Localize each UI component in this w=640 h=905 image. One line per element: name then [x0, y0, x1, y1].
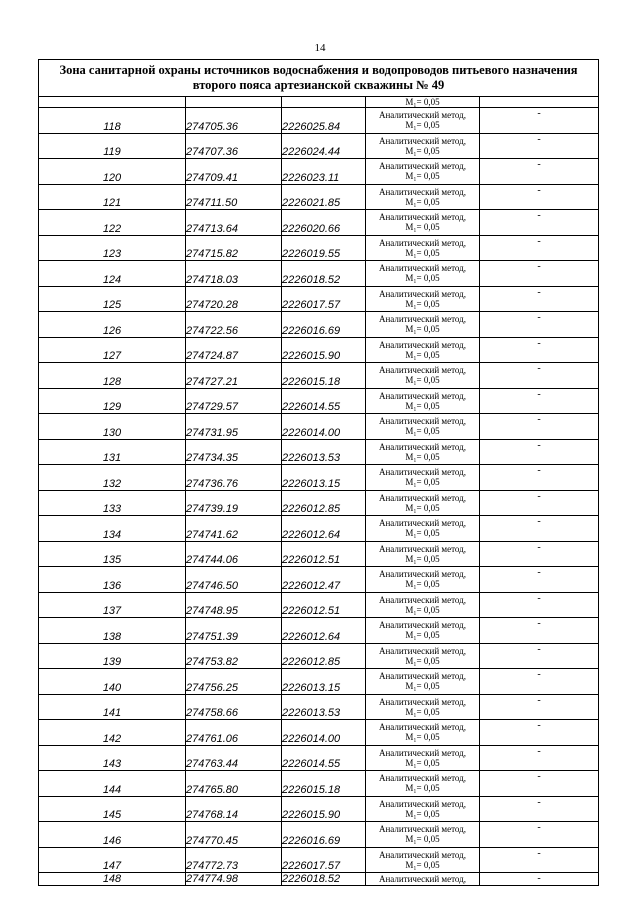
table-row: [39, 439, 599, 465]
point-number-cell: 130: [39, 414, 186, 440]
method-value: M₁= 0,05: [405, 604, 440, 615]
method-cell: [366, 337, 480, 363]
y-coordinate-cell: 2226015.90: [282, 337, 366, 363]
x-coordinate-cell: 274774.98: [186, 873, 282, 886]
method-value: M₁= 0,05: [405, 757, 440, 768]
y-coordinate-cell: 2226012.64: [282, 516, 366, 542]
method-label: Аналитический метод,: [378, 161, 467, 172]
y-coordinate-cell: 2226017.57: [282, 847, 366, 873]
point-number-cell: 129: [39, 388, 186, 414]
x-coordinate-cell: 274734.35: [186, 439, 282, 465]
method-label: Аналитический метод,: [378, 722, 467, 733]
table-cell: [186, 97, 282, 108]
table-row: [39, 184, 599, 210]
point-number-cell: 143: [39, 745, 186, 771]
x-coordinate-cell: 274736.76: [186, 465, 282, 491]
table-row: [39, 210, 599, 236]
table-cell: [39, 97, 186, 108]
method-value: M₁= 0,05: [405, 859, 440, 870]
y-coordinate-cell: 2226013.15: [282, 465, 366, 491]
x-coordinate-cell: 274758.66: [186, 694, 282, 720]
x-coordinate-cell: 274756.25: [186, 669, 282, 695]
y-coordinate-cell: 2226012.51: [282, 541, 366, 567]
x-coordinate-cell: 274741.62: [186, 516, 282, 542]
y-coordinate-cell: 2226012.85: [282, 643, 366, 669]
method-value: M₁= 0,05: [405, 681, 440, 692]
method-value: M₁= 0,05: [405, 349, 440, 360]
method-cell: [366, 669, 480, 695]
title-row: [39, 60, 599, 97]
x-coordinate-cell: 274724.87: [186, 337, 282, 363]
method-cell: [366, 771, 480, 797]
method-cell: [366, 541, 480, 567]
method-cell: [366, 108, 480, 134]
y-coordinate-cell: 2226012.47: [282, 567, 366, 593]
method-cell: [366, 822, 480, 848]
point-number-cell: 133: [39, 490, 186, 516]
method-cell: [366, 847, 480, 873]
note-cell: -: [480, 567, 599, 593]
note-cell: -: [480, 133, 599, 159]
method-cell: [366, 388, 480, 414]
x-coordinate-cell: 274727.21: [186, 363, 282, 389]
table-title-line1: Зона санитарной охраны источников водоснабжения и водопроводов питьевого назначения: [59, 63, 578, 77]
y-coordinate-cell: 2226012.64: [282, 618, 366, 644]
method-cell: [366, 643, 480, 669]
point-number-cell: 146: [39, 822, 186, 848]
y-coordinate-cell: 2226014.55: [282, 745, 366, 771]
point-number-cell: 122: [39, 210, 186, 236]
table-row: [39, 745, 599, 771]
note-cell: -: [480, 439, 599, 465]
point-number-cell: 118: [39, 108, 186, 134]
table-row: [39, 159, 599, 185]
method-value: M₁= 0,05: [405, 528, 440, 539]
method-label: Аналитический метод,: [378, 696, 467, 707]
y-coordinate-cell: 2226013.53: [282, 694, 366, 720]
note-cell: -: [480, 643, 599, 669]
method-label: Аналитический метод,: [378, 824, 467, 835]
table-row: [39, 822, 599, 848]
note-cell: -: [480, 873, 599, 886]
method-label: Аналитический метод,: [378, 135, 467, 146]
point-number-cell: 125: [39, 286, 186, 312]
method-value: M₁= 0,05: [405, 298, 440, 309]
x-coordinate-cell: 274763.44: [186, 745, 282, 771]
method-label: Аналитический метод,: [378, 518, 467, 529]
method-value: M₁= 0,05: [405, 808, 440, 819]
table-row: [39, 541, 599, 567]
note-cell: -: [480, 745, 599, 771]
method-value: M₁= 0,05: [405, 579, 440, 590]
note-cell: -: [480, 669, 599, 695]
point-number-cell: 141: [39, 694, 186, 720]
method-label: Аналитический метод,: [378, 467, 467, 478]
method-value: M₁= 0,05: [405, 196, 440, 207]
note-cell: -: [480, 286, 599, 312]
method-cell: [366, 184, 480, 210]
method-cell: [366, 796, 480, 822]
x-coordinate-cell: 274753.82: [186, 643, 282, 669]
method-cell: [366, 694, 480, 720]
table-row: [39, 388, 599, 414]
note-cell: -: [480, 490, 599, 516]
note-cell: -: [480, 337, 599, 363]
method-value: M₁= 0,05: [405, 477, 440, 488]
table-row: [39, 669, 599, 695]
method-label: Аналитический метод,: [378, 416, 467, 427]
table-row: [39, 618, 599, 644]
x-coordinate-cell: 274731.95: [186, 414, 282, 440]
point-number-cell: 144: [39, 771, 186, 797]
method-value: M₁= 0,05: [405, 553, 440, 564]
point-number-cell: 148: [39, 873, 186, 886]
y-coordinate-cell: 2226014.00: [282, 720, 366, 746]
method-value-cell: M₁= 0,05: [366, 97, 480, 108]
x-coordinate-cell: 274729.57: [186, 388, 282, 414]
y-coordinate-cell: 2226015.18: [282, 771, 366, 797]
point-number-cell: 120: [39, 159, 186, 185]
table-row: [39, 465, 599, 491]
method-label: Аналитический метод,: [378, 288, 467, 299]
table-title: [39, 60, 599, 97]
method-cell: [366, 210, 480, 236]
table-row: [39, 694, 599, 720]
method-value: M₁= 0,05: [405, 222, 440, 233]
method-value: M₁= 0,05: [405, 120, 440, 131]
note-cell: -: [480, 363, 599, 389]
point-number-cell: 139: [39, 643, 186, 669]
method-cell: [366, 261, 480, 287]
table-row: [39, 312, 599, 338]
x-coordinate-cell: 274744.06: [186, 541, 282, 567]
point-number-cell: 135: [39, 541, 186, 567]
note-cell: -: [480, 847, 599, 873]
page-number: 14: [314, 42, 326, 54]
method-value: M₁= 0,05: [405, 400, 440, 411]
method-value: M₁= 0,05: [405, 171, 440, 182]
method-value: M₁= 0,05: [405, 502, 440, 513]
x-coordinate-cell: 274768.14: [186, 796, 282, 822]
point-number-cell: 134: [39, 516, 186, 542]
y-coordinate-cell: 2226016.69: [282, 822, 366, 848]
method-label: Аналитический метод,: [378, 441, 467, 452]
table-row: [39, 592, 599, 618]
x-coordinate-cell: 274722.56: [186, 312, 282, 338]
point-number-cell: 140: [39, 669, 186, 695]
y-coordinate-cell: 2226023.11: [282, 159, 366, 185]
table-row: [39, 490, 599, 516]
point-number-cell: 128: [39, 363, 186, 389]
point-number-cell: 137: [39, 592, 186, 618]
method-cell: [366, 567, 480, 593]
x-coordinate-cell: 274772.73: [186, 847, 282, 873]
table-row: [39, 414, 599, 440]
note-cell: -: [480, 618, 599, 644]
x-coordinate-cell: 274715.82: [186, 235, 282, 261]
method-label: Аналитический метод,: [378, 212, 467, 223]
method-value: M₁= 0,05: [405, 630, 440, 641]
method-label: Аналитический метод,: [378, 849, 467, 860]
method-label: Аналитический метод,: [378, 747, 467, 758]
method-label: Аналитический метод,: [378, 874, 467, 884]
x-coordinate-cell: 274739.19: [186, 490, 282, 516]
x-coordinate-cell: 274713.64: [186, 210, 282, 236]
y-coordinate-cell: 2226014.55: [282, 388, 366, 414]
note-cell: -: [480, 796, 599, 822]
table-row: [39, 643, 599, 669]
method-cell: [366, 516, 480, 542]
table-row: [39, 873, 599, 886]
note-cell: -: [480, 312, 599, 338]
table-row: [39, 235, 599, 261]
table-row: [39, 363, 599, 389]
method-cell: [366, 618, 480, 644]
table-row: [39, 108, 599, 134]
method-label: Аналитический метод,: [378, 314, 467, 325]
method-label: Аналитический метод,: [378, 569, 467, 580]
point-number-cell: 124: [39, 261, 186, 287]
y-coordinate-cell: 2226017.57: [282, 286, 366, 312]
x-coordinate-cell: 274711.50: [186, 184, 282, 210]
method-cell: [366, 235, 480, 261]
y-coordinate-cell: 2226020.66: [282, 210, 366, 236]
method-value: M₁= 0,05: [405, 247, 440, 258]
x-coordinate-cell: 274761.06: [186, 720, 282, 746]
table-row: [39, 516, 599, 542]
method-cell: [366, 439, 480, 465]
y-coordinate-cell: 2226025.84: [282, 108, 366, 134]
table-row: [39, 133, 599, 159]
note-cell: -: [480, 108, 599, 134]
point-number-cell: 126: [39, 312, 186, 338]
table-row: [39, 261, 599, 287]
method-value: M₁= 0,05: [405, 451, 440, 462]
note-cell: -: [480, 261, 599, 287]
note-cell: -: [480, 541, 599, 567]
point-number-cell: 127: [39, 337, 186, 363]
method-label: Аналитический метод,: [378, 263, 467, 274]
note-cell: -: [480, 720, 599, 746]
x-coordinate-cell: 274765.80: [186, 771, 282, 797]
point-number-cell: 136: [39, 567, 186, 593]
x-coordinate-cell: 274718.03: [186, 261, 282, 287]
note-cell: -: [480, 235, 599, 261]
method-cell: [366, 490, 480, 516]
note-cell: -: [480, 771, 599, 797]
method-label: Аналитический метод,: [378, 594, 467, 605]
point-number-cell: 121: [39, 184, 186, 210]
note-cell: -: [480, 159, 599, 185]
method-label: Аналитический метод,: [378, 671, 467, 682]
method-cell: [366, 286, 480, 312]
method-label: Аналитический метод,: [378, 492, 467, 503]
table-cell: [480, 97, 599, 108]
y-coordinate-cell: 2226019.55: [282, 235, 366, 261]
x-coordinate-cell: 274748.95: [186, 592, 282, 618]
y-coordinate-cell: 2226012.85: [282, 490, 366, 516]
method-label: Аналитический метод,: [378, 390, 467, 401]
method-value: M₁= 0,05: [405, 426, 440, 437]
table-row: [39, 771, 599, 797]
method-cell: [366, 720, 480, 746]
table-row: [39, 847, 599, 873]
note-cell: -: [480, 694, 599, 720]
note-cell: -: [480, 184, 599, 210]
x-coordinate-cell: 274746.50: [186, 567, 282, 593]
y-coordinate-cell: 2226015.90: [282, 796, 366, 822]
method-cell: [366, 465, 480, 491]
y-coordinate-cell: 2226013.53: [282, 439, 366, 465]
note-cell: -: [480, 210, 599, 236]
table-row: [39, 337, 599, 363]
point-number-cell: 119: [39, 133, 186, 159]
method-label: Аналитический метод,: [378, 339, 467, 350]
method-label: Аналитический метод,: [378, 365, 467, 376]
method-cell: [366, 745, 480, 771]
note-cell: -: [480, 465, 599, 491]
method-cell: [366, 592, 480, 618]
point-number-cell: 138: [39, 618, 186, 644]
method-cell: [366, 312, 480, 338]
method-label: Аналитический метод,: [378, 543, 467, 554]
y-coordinate-cell: 2226013.15: [282, 669, 366, 695]
note-cell: -: [480, 592, 599, 618]
y-coordinate-cell: 2226014.00: [282, 414, 366, 440]
x-coordinate-cell: 274770.45: [186, 822, 282, 848]
method-value: M₁= 0,05: [405, 783, 440, 794]
method-label: Аналитический метод,: [378, 237, 467, 248]
note-cell: -: [480, 516, 599, 542]
table-cell: [282, 97, 366, 108]
method-cell: [366, 414, 480, 440]
y-coordinate-cell: 2226018.52: [282, 873, 366, 886]
y-coordinate-cell: 2226015.18: [282, 363, 366, 389]
x-coordinate-cell: 274709.41: [186, 159, 282, 185]
continuation-row: [39, 97, 599, 108]
method-label: Аналитический метод,: [378, 620, 467, 631]
table-row: [39, 796, 599, 822]
y-coordinate-cell: 2226018.52: [282, 261, 366, 287]
point-number-cell: 131: [39, 439, 186, 465]
method-value: M₁= 0,05: [405, 324, 440, 335]
point-number-cell: 123: [39, 235, 186, 261]
method-value: M₁= 0,05: [405, 732, 440, 743]
method-value: M₁= 0,05: [405, 655, 440, 666]
point-number-cell: 142: [39, 720, 186, 746]
note-cell: -: [480, 822, 599, 848]
method-value: M₁= 0,05: [405, 273, 440, 284]
method-cell: [366, 873, 480, 886]
note-cell: -: [480, 414, 599, 440]
method-value: M₁= 0,05: [405, 375, 440, 386]
table-row: [39, 720, 599, 746]
y-coordinate-cell: 2226024.44: [282, 133, 366, 159]
method-label: Аналитический метод,: [378, 645, 467, 656]
x-coordinate-cell: 274707.36: [186, 133, 282, 159]
method-label: Аналитический метод,: [378, 773, 467, 784]
y-coordinate-cell: 2226016.69: [282, 312, 366, 338]
method-cell: [366, 133, 480, 159]
method-label: Аналитический метод,: [378, 186, 467, 197]
note-cell: -: [480, 388, 599, 414]
y-coordinate-cell: 2226012.51: [282, 592, 366, 618]
x-coordinate-cell: 274751.39: [186, 618, 282, 644]
method-label: Аналитический метод,: [378, 798, 467, 809]
point-number-cell: 147: [39, 847, 186, 873]
y-coordinate-cell: 2226021.85: [282, 184, 366, 210]
x-coordinate-cell: 274720.28: [186, 286, 282, 312]
method-cell: [366, 363, 480, 389]
method-cell: [366, 159, 480, 185]
table-title-line2: второго пояса артезианской скважины № 49: [192, 78, 445, 92]
method-value: M₁= 0,05: [405, 145, 440, 156]
table-row: [39, 567, 599, 593]
method-value: M₁= 0,05: [405, 834, 440, 845]
method-value: M₁= 0,05: [405, 706, 440, 717]
point-number-cell: 132: [39, 465, 186, 491]
method-label: Аналитический метод,: [378, 110, 467, 121]
x-coordinate-cell: 274705.36: [186, 108, 282, 134]
table-row: [39, 286, 599, 312]
point-number-cell: 145: [39, 796, 186, 822]
coordinates-table: [38, 59, 599, 886]
